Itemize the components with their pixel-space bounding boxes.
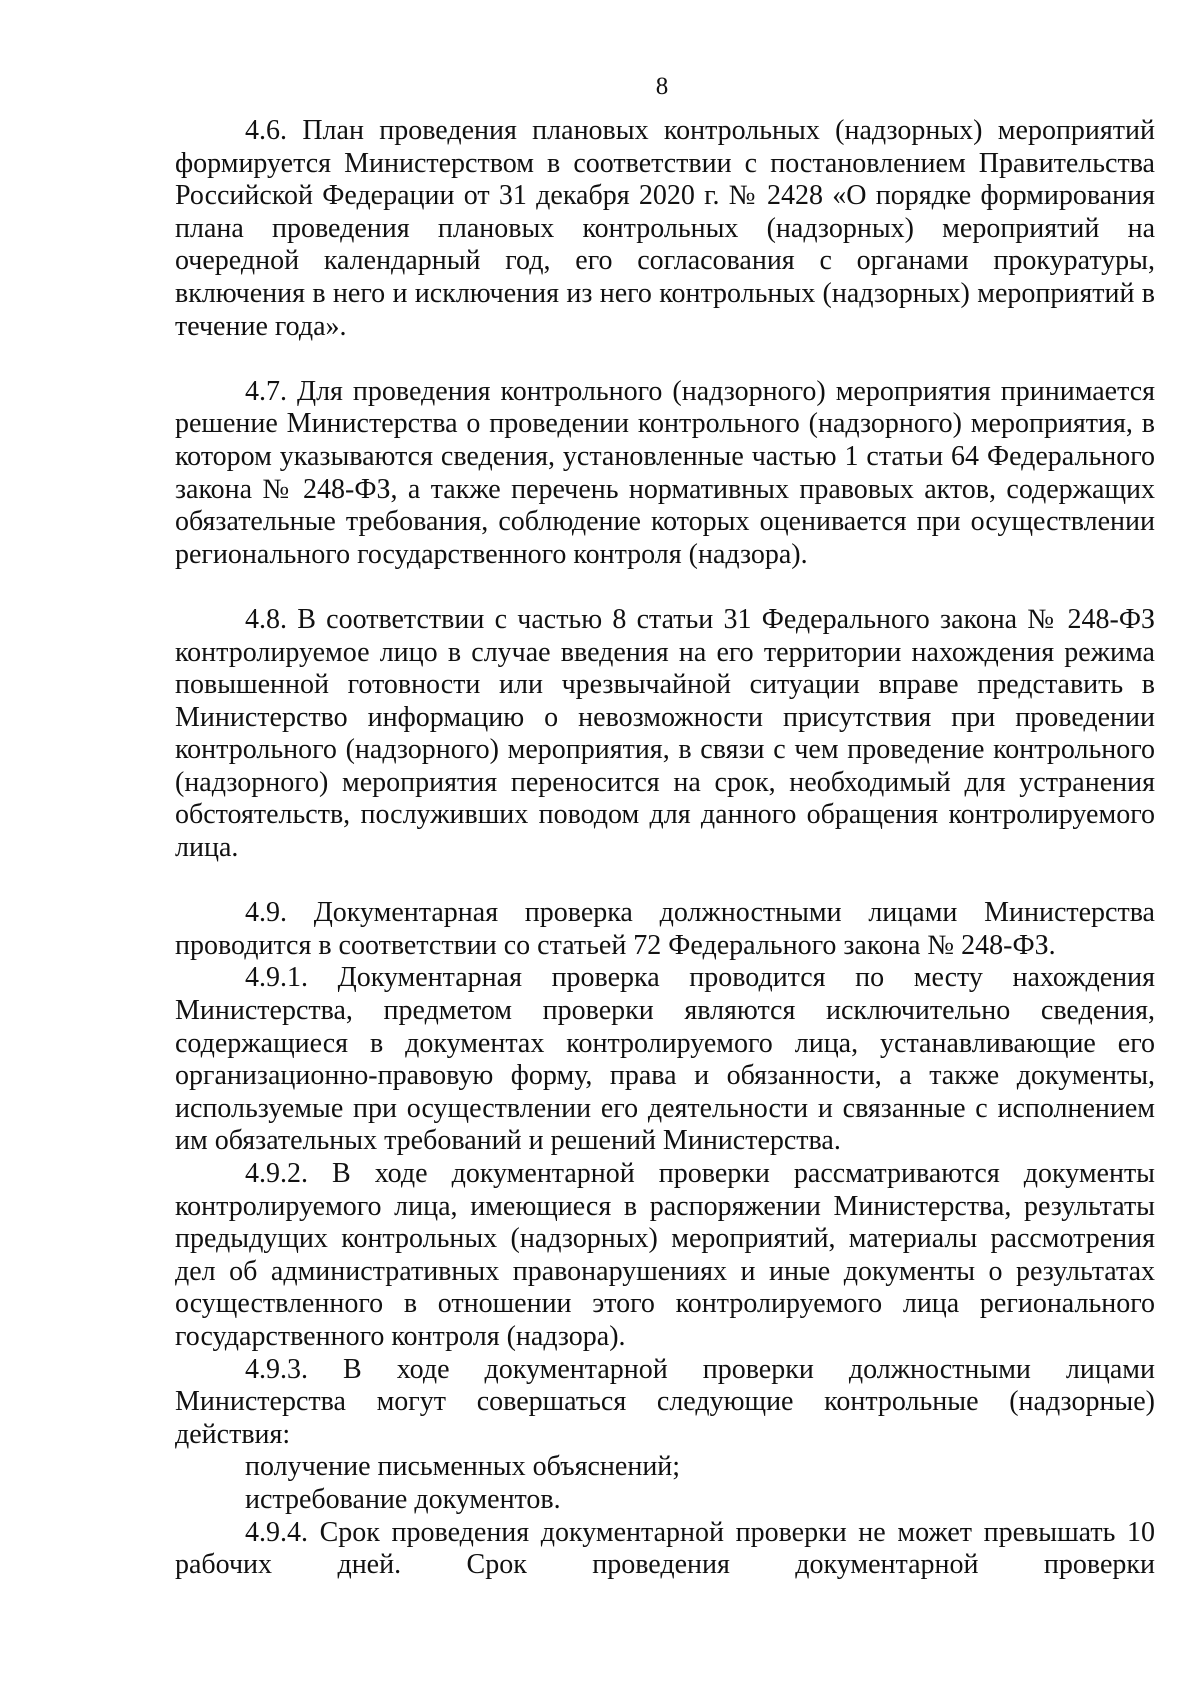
document-body bbox=[175, 115, 1155, 1582]
paragraph-4-9-2: 4.9.2. В ходе документарной проверки рассматриваются документы контролируемого лица, имеющиеся в распоряжении Министерства, результаты предыдущих контрольных (надзорных) мероприятий, материалы рассмотрения дел об административных правонарушениях и иные документы о результатах осуществленного в отношении этого контролируемого лица регионального государственного контроля (надзора). bbox=[175, 1158, 1155, 1352]
list-item-documents: истребование документов. bbox=[245, 1483, 561, 1515]
paragraph-4-9: 4.9. Документарная проверка должностными лицами Министерства проводится в соответствии со статьей 72 Федерального закона № 248-ФЗ. bbox=[175, 897, 1155, 961]
list-item-explanations: получение письменных объяснений; bbox=[245, 1451, 681, 1483]
page-number: 8 bbox=[655, 73, 669, 100]
paragraph-4-9-3: 4.9.3. В ходе документарной проверки должностными лицами Министерства могут совершаться следующие контрольные (надзорные) действия: bbox=[175, 1353, 1155, 1450]
paragraph-4-7: 4.7. Для проведения контрольного (надзорного) мероприятия принимается решение Министерства о проведении контрольного (надзорного) мероприятия, в котором указываются сведения, установленные частью 1 статьи 64 Федерального закона № 248-ФЗ, а также перечень нормативных правовых актов, содержащих обязательные требования, соблюдение которых оценивается при осуществлении регионального государственного контроля (надзора). bbox=[175, 375, 1155, 570]
paragraph-4-6: 4.6. План проведения плановых контрольных (надзорных) мероприятий формируется Министерством в соответствии с постановлением Правительства Российской Федерации от 31 декабря 2020 г. № 2428 «О порядке формирования плана проведения плановых контрольных (надзорных) мероприятий на очередной календарный год, его согласования с органами прокуратуры, включения в него и исключения из него контрольных (надзорных) мероприятий в течение года». bbox=[175, 115, 1155, 342]
paragraph-4-9-1: 4.9.1. Документарная проверка проводится по месту нахождения Министерства, предметом проверки являются исключительно сведения, содержащиеся в документах контролируемого лица, устанавливающие его организационно-правовую форму, права и обязанности, а также документы, используемые при осуществлении его деятельности и связанные с исполнением им обязательных требований и решений Министерства. bbox=[175, 962, 1155, 1157]
paragraph-4-8: 4.8. В соответствии с частью 8 статьи 31 Федерального закона № 248-ФЗ контролируемое лицо в случае введения на его территории нахождения режима повышенной готовности или чрезвычайной ситуации вправе представить в Министерство информацию о невозможности присутствия при проведении контрольного (надзорного) мероприятия, в связи с чем проведение контрольного (надзорного) мероприятия переносится на срок, необходимый для устранения обстоятельств, послуживших поводом для данного обращения контролируемого лица. bbox=[175, 603, 1155, 864]
paragraph-4-9-4: 4.9.4. Срок проведения документарной проверки не может превышать 10 рабочих дней. Срок проведения документарной проверки bbox=[175, 1516, 1155, 1581]
